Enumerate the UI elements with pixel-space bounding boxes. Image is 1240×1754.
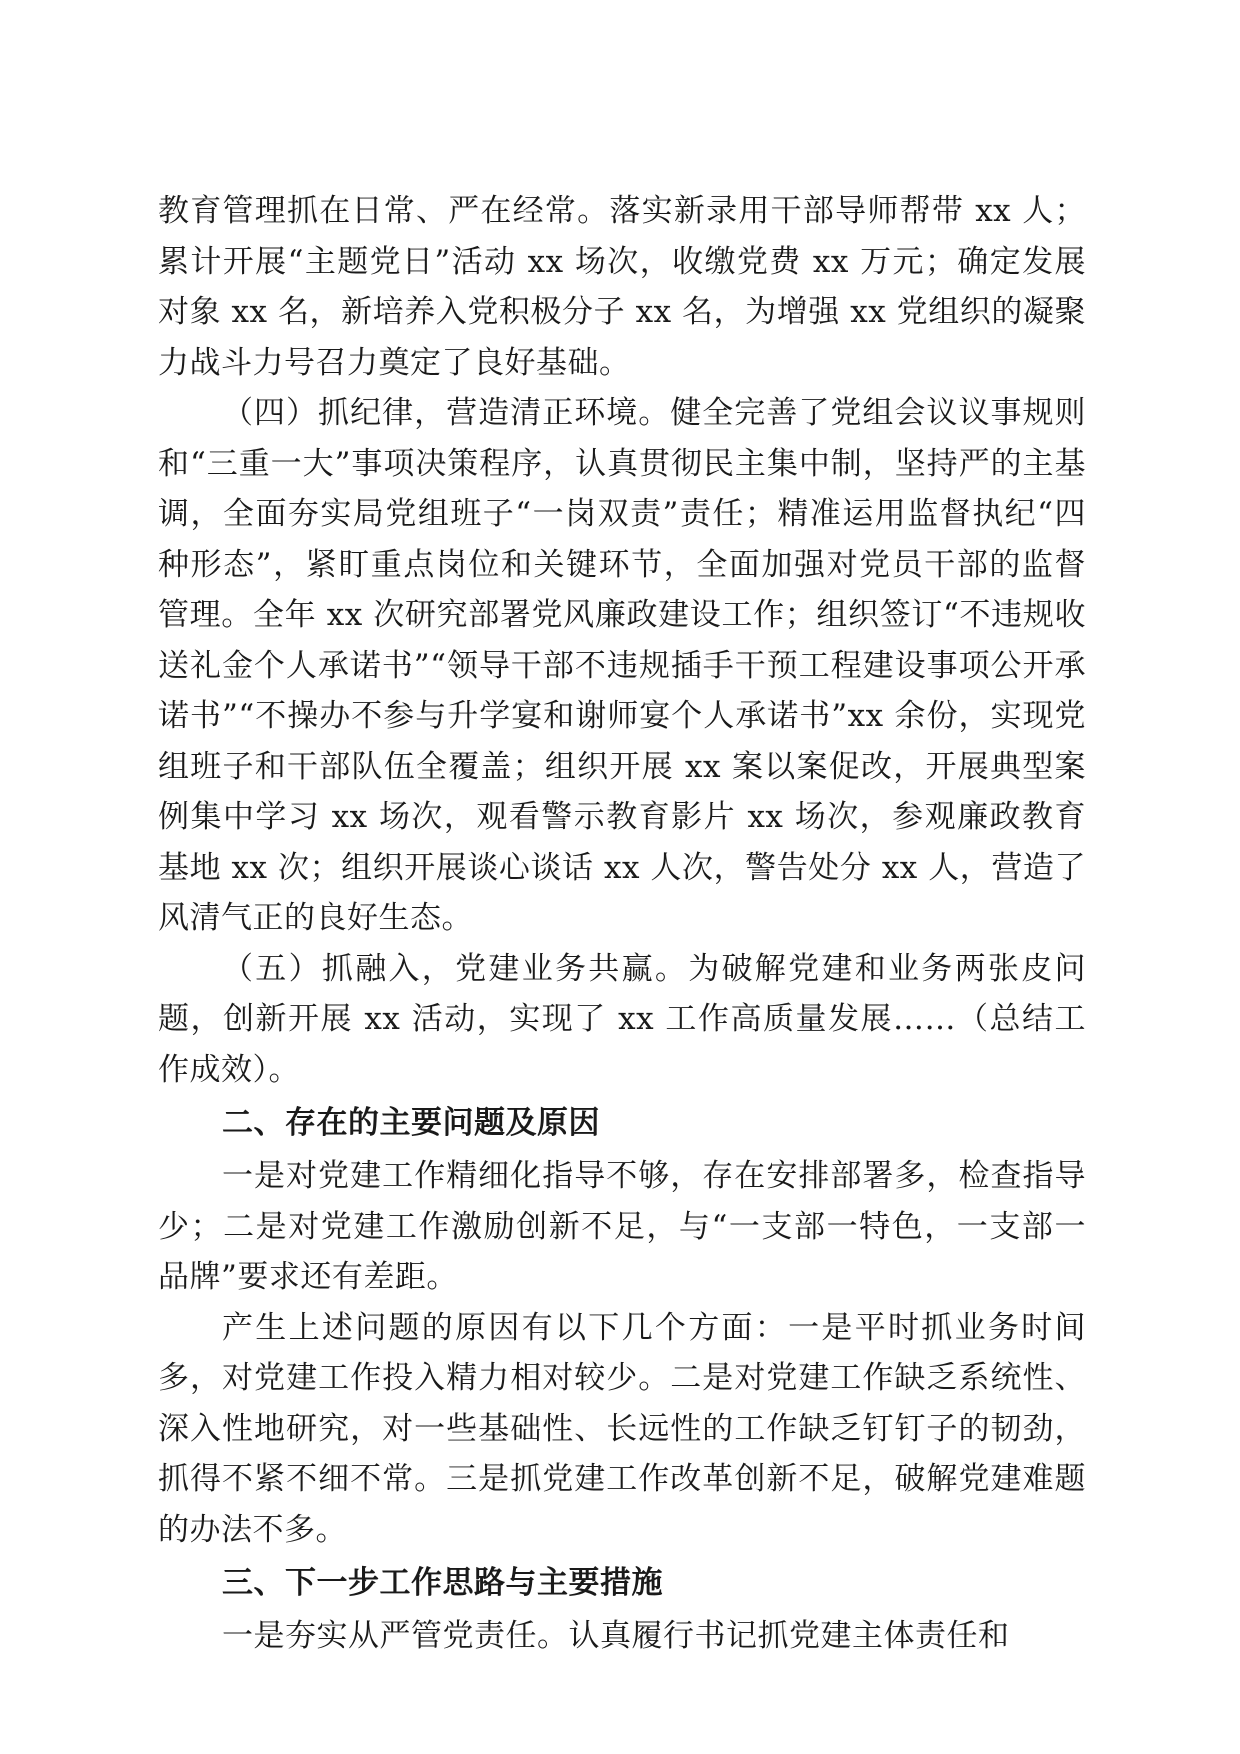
paragraph-problems: 一是对党建工作精细化指导不够，存在安排部署多，检查指导少；二是对党建工作激励创新不足，与“一支部一特色，一支部一品牌”要求还有差距。 <box>158 1158 1086 1295</box>
section-heading-next-steps: 三、下一步工作思路与主要措施 <box>222 1565 663 1601</box>
document-page <box>158 186 1086 1662</box>
paragraph-next-step-one: 一是夯实从严管党责任。认真履行书记抓党建主体责任和 <box>222 1618 1010 1654</box>
paragraph-integration: （五）抓融入，党建业务共赢。为破解党建和业务两张皮问题，创新开展 xx 活动，实现了 xx 工作高质量发展……（总结工作成效）。 <box>158 950 1086 1088</box>
section-heading-problems: 二、存在的主要问题及原因 <box>222 1105 600 1141</box>
paragraph-discipline: （四）抓纪律，营造清正环境。健全完善了党组会议议事规则和“三重一大”事项决策程序，认真贯彻民主集中制，坚持严的主基调，全面夯实局党组班子“一岗双责”责任；精准运用监督执纪“四种形态”，紧盯重点岗位和关键环节，全面加强对党员干部的监督管理。全年 xx 次研究部署党风廉政建设工作；组织签订“不违规收送礼金个人承诺书”“领导干部不违规插手干预工程建设事项公开承诺书”“不操办不参与升学宴和谢师宴个人承诺书”xx 余份，实现党组班子和干部队伍全覆盖；组织开展 xx 案以案促改，开展典型案例集中学习 xx 场次，观看警示教育影片 xx 场次，参观廉政教育基地 xx 次；组织开展谈心谈话 xx 人次，警告处分 xx 人，营造了风清气正的良好生态。 <box>158 395 1086 936</box>
paragraph-causes: 产生上述问题的原因有以下几个方面：一是平时抓业务时间多，对党建工作投入精力相对较少。二是对党建工作缺乏系统性、深入性地研究，对一些基础性、长远性的工作缺乏钉钉子的韧劲，抓得不紧不细不常。三是抓党建工作改革创新不足，破解党建难题的办法不多。 <box>158 1309 1086 1548</box>
paragraph-education-management: 教育管理抓在日常、严在经常。落实新录用干部导师帮带 xx 人；累计开展“主题党日”活动 xx 场次，收缴党费 xx 万元；确定发展对象 xx 名，新培养入党积极分子 xx 名，为增强 xx 党组织的凝聚力战斗力号召力奠定了良好基础。 <box>158 193 1086 381</box>
